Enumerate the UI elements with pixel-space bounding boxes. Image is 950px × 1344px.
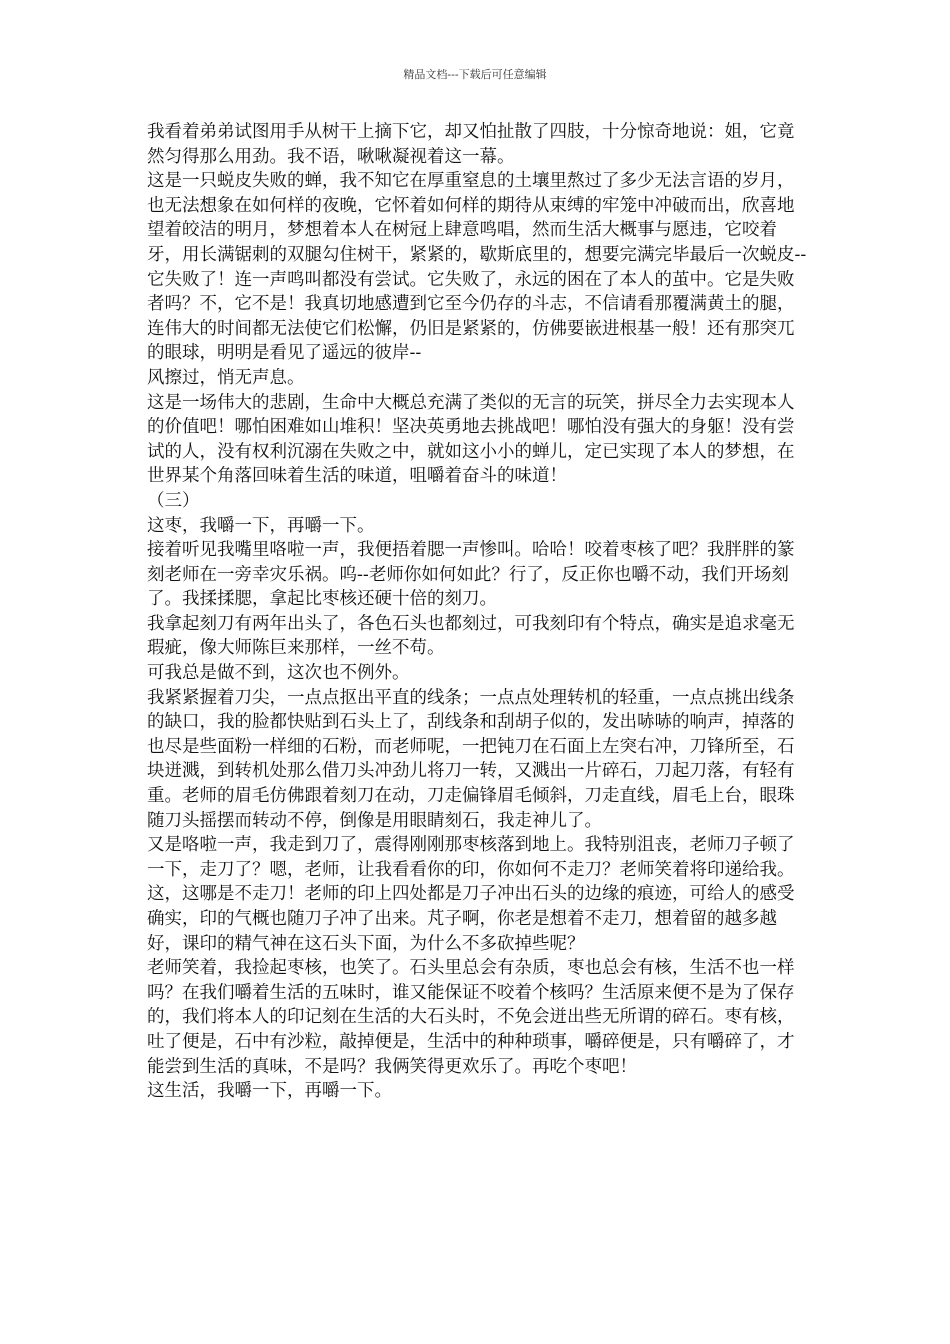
paragraph: 我看着弟弟试图用手从树干上摘下它，却又怕扯散了四肢，十分惊奇地说：姐，它竟然匀得那么用劲。我不语，啾啾凝视着这一幕。 <box>147 122 795 167</box>
paragraph: 又是咯啦一声，我走到刀了，震得刚刚那枣核落到地上。我特别沮丧，老师刀子顿了一下，走刀了？嗯，老师，让我看看你的印，你如何不走刀？老师笑着将印递给我。 <box>147 835 795 880</box>
page-header: 精品文档---下载后可任意编辑 <box>403 68 547 81</box>
paragraph: 接着听见我嘴里咯啦一声，我便捂着腮一声惨叫。哈哈！咬着枣核了吧？我胖胖的篆刻老师在一旁幸灾乐祸。呜--老师你如何如此？行了，反正你也嚼不动，我们开场刻了。我揉揉腮，拿起比枣核还硬十倍的刻刀。 <box>147 540 795 610</box>
paragraph: 风擦过，悄无声息。 <box>147 367 305 388</box>
paragraph: 这是一只蜕皮失败的蝉，我不知它在厚重窒息的土壤里熬过了多少无法言语的岁月，也无法想象在如何样的夜晚，它怀着如何样的期待从束缚的牢笼中冲破而出，欣喜地望着皎洁的明月，梦想着本人在树冠上肆意鸣唱，然而生活大概事与愿违，它咬着牙，用长满锯刺的双腿勾住树干，紧紧的，歇斯底里的，想要完满完毕最后一次蜕皮--它失败了！连一声鸣叫都没有尝试。它失败了，永远的困在了本人的茧中。它是失败者吗？不，它不是！我真切地感遭到它至今仍存的斗志，不信请看那覆满黄土的腿，连伟大的时间都无法使它们松懈，仍旧是紧紧的，仿佛要嵌进根基一般！还有那突兀的眼球，明明是看见了遥远的彼岸-- <box>147 171 807 364</box>
paragraph: 老师笑着，我捡起枣核，也笑了。石头里总会有杂质，枣也总会有核，生活不也一样吗？在我们嚼着生活的五味时，谁又能保证不咬着个核吗？生活原来便不是为了保存的，我们将本人的印记刻在生活的大石头时，不免会迸出些无所谓的碎石。枣有核，吐了便是，石中有沙粒，敲掉便是，生活中的种种琐事，嚼碎便是，只有嚼碎了，才能尝到生活的真味，不是吗？我俩笑得更欢乐了。再吃个枣吧！ <box>147 958 795 1077</box>
paragraph: 我拿起刻刀有两年出头了，各色石头也都刻过，可我刻印有个特点，确实是追求毫无瑕疵，像大师陈巨来那样，一丝不苟。 <box>147 613 795 659</box>
paragraph: 这枣，我嚼一下，再嚼一下。 <box>147 515 375 536</box>
paragraph: 可我总是做不到，这次也不例外。 <box>147 663 410 684</box>
paragraph: 这生活，我嚼一下，再嚼一下。 <box>147 1081 392 1102</box>
paragraph: 我紧紧握着刀尖，一点点抠出平直的线条；一点点处理转机的轻重，一点点挑出线条的缺口，我的脸都快贴到石头上了，刮线条和刮胡子似的，发出哧哧的响声，掉落的也尽是些面粉一样细的石粉，而老师呢，一把钝刀在石面上左突右冲，刀锋所至，石块迸溅，到转机处那么借刀头冲劲儿将刀一转，又溅出一片碎石，刀起刀落，有轻有重。老师的眉毛仿佛跟着刻刀在动，刀走偏锋眉毛倾斜，刀走直线，眉毛上台，眼珠随刀头摇摆而转动不停，倒像是用眼睛刻石，我走神儿了。 <box>147 687 795 831</box>
paragraph: 这，这哪是不走刀！老师的印上四处都是刀子冲出石头的边缘的痕迹，可给人的感受确实，印的气概也随刀子冲了出来。芃子啊，你老是想着不走刀，想着留的越多越好，课印的精气神在这石头下面，为什么不多砍掉些呢？ <box>147 884 795 954</box>
section-heading: （三） <box>147 490 200 511</box>
document-body <box>147 120 807 1104</box>
paragraph: 这是一场伟大的悲剧，生命中大概总充满了类似的无言的玩笑，拼尽全力去实现本人的价值吧！哪怕困难如山堆积！坚决英勇地去挑战吧！哪怕没有强大的身躯！没有尝试的人，没有权利沉溺在失败之中，就如这小小的蝉儿，定已实现了本人的梦想，在世界某个角落回味着生活的味道，咀嚼着奋斗的味道！ <box>147 392 795 487</box>
